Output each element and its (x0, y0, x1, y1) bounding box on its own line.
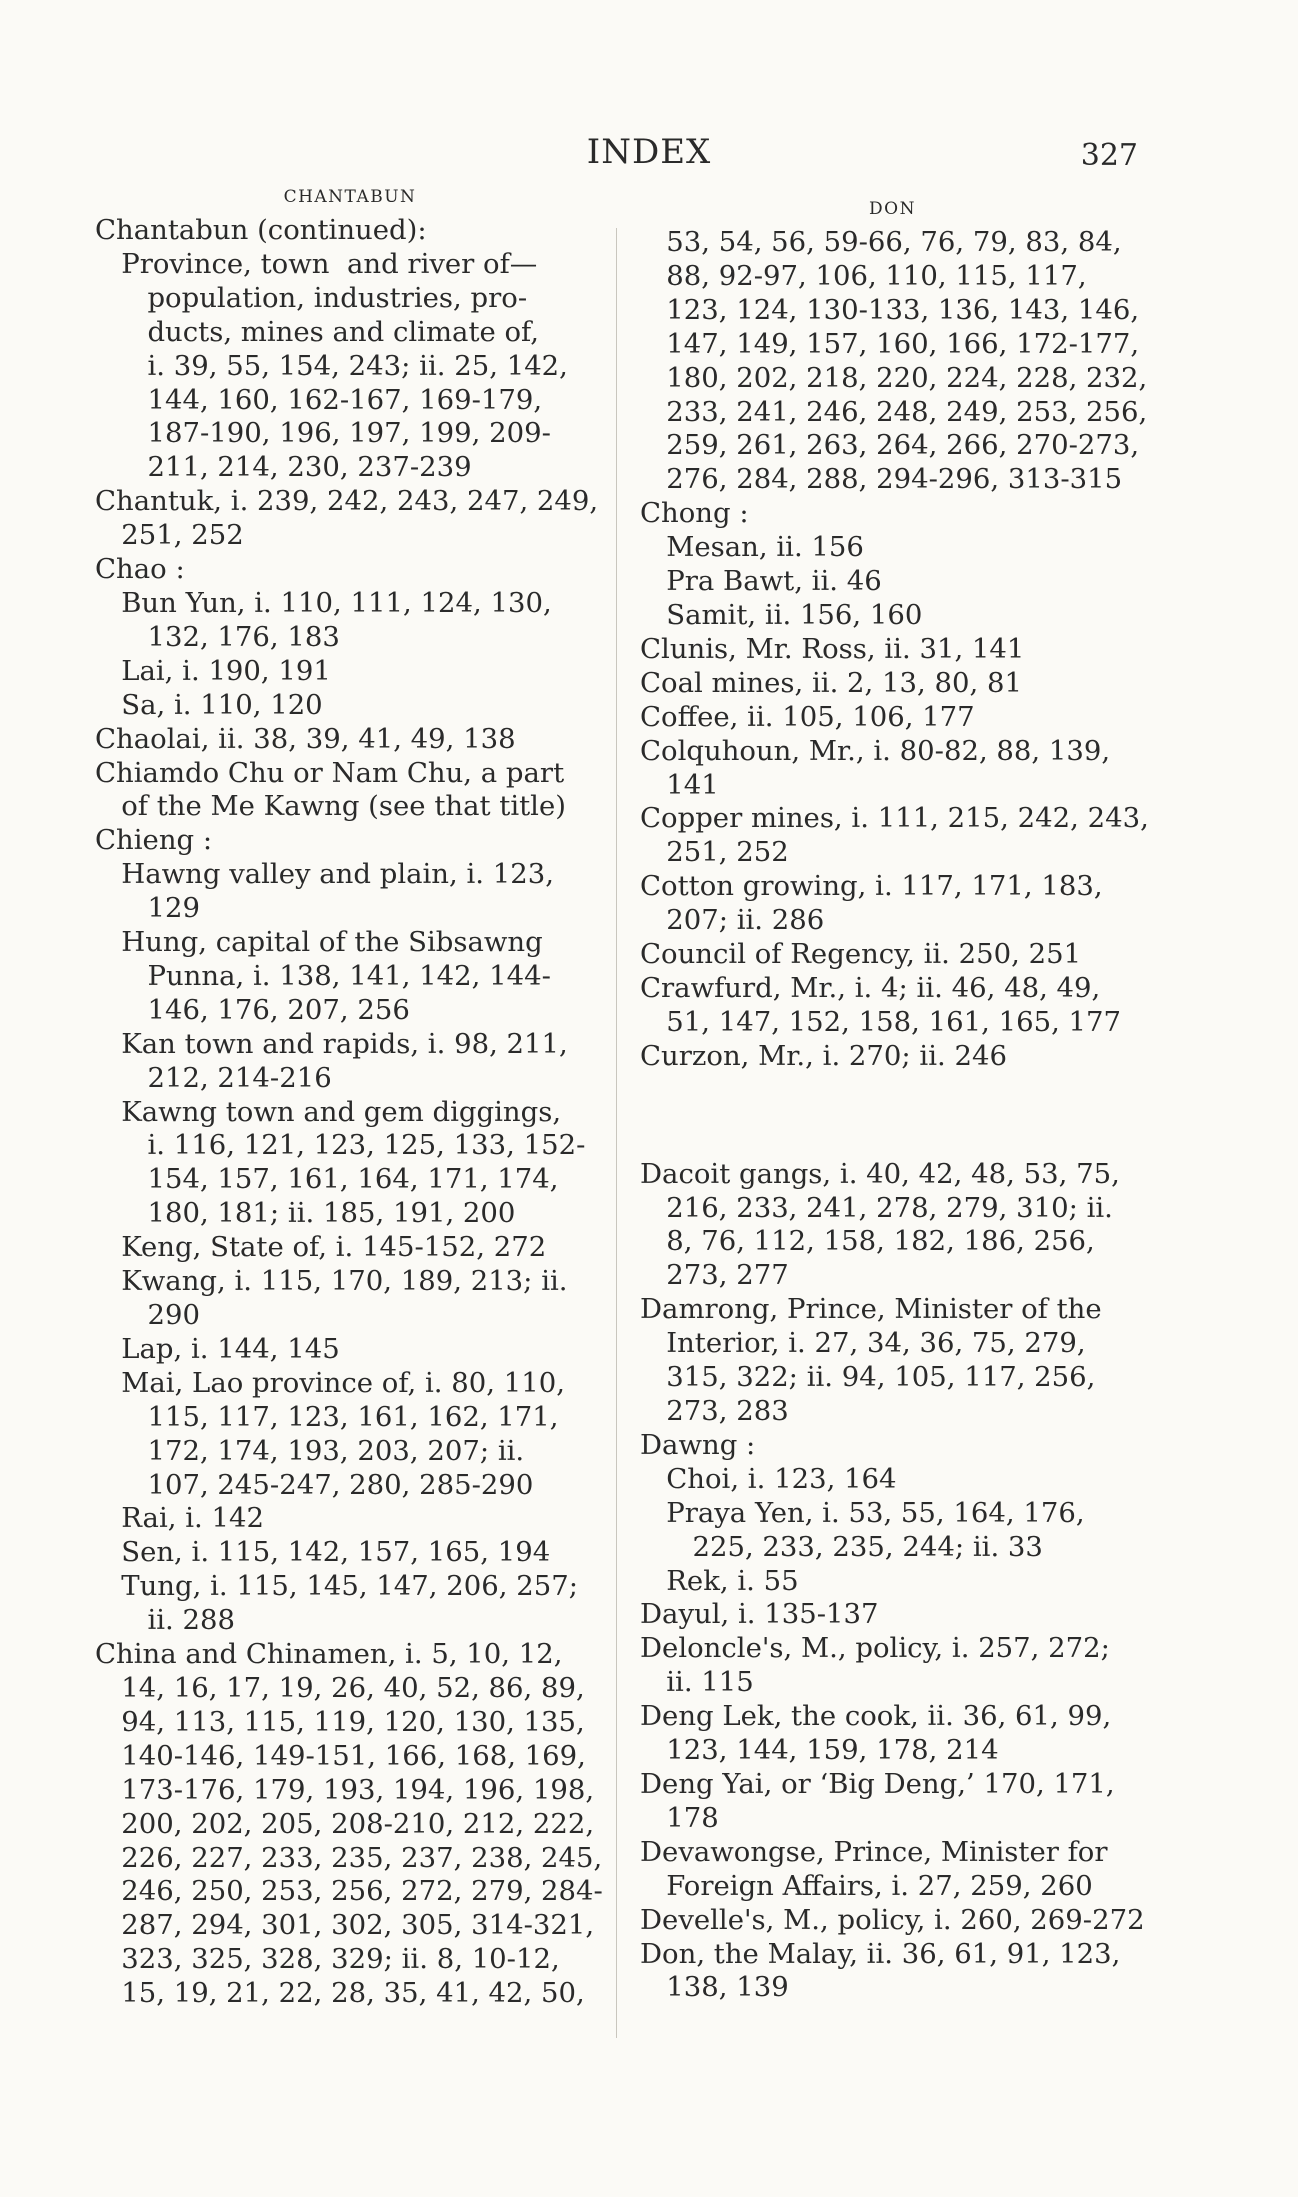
index-line: ii. 288 (95, 1604, 236, 1637)
index-line: 141 (640, 768, 719, 801)
index-line: China and Chinamen, i. 5, 10, 12, (95, 1638, 563, 1671)
index-line: Deng Lek, the cook, ii. 36, 61, 99, (640, 1700, 1112, 1733)
section-gap (640, 1074, 1145, 1158)
index-line: Rai, i. 142 (95, 1502, 265, 1535)
index-line: Rek, i. 55 (640, 1564, 799, 1597)
index-line: 144, 160, 162-167, 169-179, (95, 383, 543, 416)
index-line: 180, 181; ii. 185, 191, 200 (95, 1197, 516, 1230)
index-line: 51, 147, 152, 158, 161, 165, 177 (640, 1005, 1122, 1038)
index-line: Sen, i. 115, 142, 157, 165, 194 (95, 1536, 551, 1569)
index-line: Don, the Malay, ii. 36, 61, 91, 123, (640, 1937, 1121, 1970)
index-line: Bun Yun, i. 110, 111, 124, 130, (95, 586, 552, 619)
index-line: 315, 322; ii. 94, 105, 117, 256, (640, 1361, 1096, 1394)
index-line: Keng, State of, i. 145-152, 272 (95, 1231, 547, 1264)
column-divider (616, 228, 617, 2038)
index-line: Hawng valley and plain, i. 123, (95, 858, 555, 891)
index-line: 132, 176, 183 (95, 620, 340, 653)
index-line: 226, 227, 233, 235, 237, 238, 245, (95, 1841, 603, 1874)
index-line: 225, 233, 235, 244; ii. 33 (640, 1530, 1043, 1563)
index-line: Copper mines, i. 111, 215, 242, 243, (640, 802, 1149, 835)
index-line: 287, 294, 301, 302, 305, 314-321, (95, 1909, 595, 1942)
index-line: 251, 252 (640, 836, 789, 869)
index-line: Chieng : (95, 824, 213, 857)
index-line: Mai, Lao province of, i. 80, 110, (95, 1366, 565, 1399)
index-line: Clunis, Mr. Ross, ii. 31, 141 (640, 632, 1025, 665)
index-line: 173-176, 179, 193, 194, 196, 198, (95, 1773, 595, 1806)
index-line: Province, town and river of— (95, 247, 538, 280)
index-line: Chiamdo Chu or Nam Chu, a part (95, 756, 565, 789)
index-line: 15, 19, 21, 22, 28, 35, 41, 42, 50, (95, 1977, 585, 2010)
index-line: 290 (95, 1299, 200, 1331)
page-number: 327 (1080, 138, 1138, 173)
index-line: 246, 250, 253, 256, 272, 279, 284- (95, 1875, 603, 1908)
index-line: Dayul, i. 135-137 (640, 1598, 879, 1631)
index-line: Kawng town and gem diggings, (95, 1095, 562, 1128)
index-line: Tung, i. 115, 145, 147, 206, 257; (95, 1570, 578, 1603)
index-line: 178 (640, 1801, 719, 1834)
index-line: 323, 325, 328, 329; ii. 8, 10-12, (95, 1943, 560, 1976)
index-line: Chong : (640, 497, 749, 530)
index-line: Chantabun (continued): (95, 214, 427, 246)
index-line: 233, 241, 246, 248, 249, 253, 256, (640, 395, 1148, 428)
index-line: population, industries, pro- (95, 281, 528, 314)
left-entries (95, 214, 605, 2011)
index-line: Deng Yai, or ‘Big Deng,’ 170, 171, (640, 1767, 1115, 1800)
index-line: 94, 113, 115, 119, 120, 130, 135, (95, 1705, 585, 1738)
right-entries-c (640, 226, 1149, 1074)
index-line: Kwang, i. 115, 170, 189, 213; ii. (95, 1265, 568, 1298)
index-line: 207; ii. 286 (640, 904, 825, 937)
index-line: Damrong, Prince, Minister of the (640, 1293, 1102, 1326)
index-line: 212, 214-216 (95, 1061, 332, 1094)
index-line: 129 (95, 892, 200, 925)
index-line: Devawongse, Prince, Minister for (640, 1835, 1108, 1868)
right-running-head: DON (869, 199, 916, 219)
index-line: 146, 176, 207, 256 (95, 993, 410, 1026)
page-title: INDEX (586, 132, 712, 172)
index-line: Sa, i. 110, 120 (95, 688, 323, 721)
index-line: Colquhoun, Mr., i. 80-82, 88, 139, (640, 734, 1111, 767)
index-line: 259, 261, 263, 264, 266, 270-273, (640, 429, 1140, 462)
index-line: Chao : (95, 553, 185, 586)
index-line: 172, 174, 193, 203, 207; ii. (95, 1434, 525, 1467)
index-line: 138, 139 (640, 1971, 789, 2004)
index-line: Deloncle's, M., policy, i. 257, 272; (640, 1632, 1110, 1665)
index-line: Curzon, Mr., i. 270; ii. 246 (640, 1039, 1007, 1072)
index-line: ii. 115 (640, 1666, 754, 1699)
index-line: Foreign Affairs, i. 27, 259, 260 (640, 1869, 1093, 1902)
index-line: i. 39, 55, 154, 243; ii. 25, 142, (95, 349, 568, 382)
index-line: 140-146, 149-151, 166, 168, 169, (95, 1739, 586, 1772)
index-line: Dawng : (640, 1428, 756, 1461)
index-line: Mesan, ii. 156 (640, 531, 864, 564)
right-entries-d (640, 1158, 1145, 2006)
index-line: 187-190, 196, 197, 199, 209- (95, 417, 551, 450)
left-running-head: CHANTABUN (283, 187, 417, 207)
index-line: 276, 284, 288, 294-296, 313-315 (640, 463, 1123, 496)
index-line: Chaolai, ii. 38, 39, 41, 49, 138 (95, 722, 516, 755)
index-line: Crawfurd, Mr., i. 4; ii. 46, 48, 49, (640, 971, 1101, 1004)
index-line: Coffee, ii. 105, 106, 177 (640, 700, 975, 733)
index-line: 14, 16, 17, 19, 26, 40, 52, 86, 89, (95, 1671, 585, 1704)
index-line: Cotton growing, i. 117, 171, 183, (640, 870, 1103, 903)
page-header (0, 132, 1298, 172)
index-line: Kan town and rapids, i. 98, 211, (95, 1027, 568, 1060)
index-line: 273, 277 (640, 1259, 789, 1292)
index-line: 115, 117, 123, 161, 162, 171, (95, 1400, 559, 1433)
index-line: Pra Bawt, ii. 46 (640, 565, 882, 598)
index-line: Samit, ii. 156, 160 (640, 598, 923, 631)
index-line: Interior, i. 27, 34, 36, 75, 279, (640, 1327, 1086, 1360)
index-line: 88, 92-97, 106, 110, 115, 117, (640, 259, 1087, 292)
index-line: 180, 202, 218, 220, 224, 228, 232, (640, 361, 1148, 394)
index-line: Choi, i. 123, 164 (640, 1462, 897, 1495)
index-line: Praya Yen, i. 53, 55, 164, 176, (640, 1496, 1085, 1529)
index-line: Lap, i. 144, 145 (95, 1332, 340, 1365)
index-line: 200, 202, 205, 208-210, 212, 222, (95, 1807, 595, 1840)
index-line: 123, 144, 159, 178, 214 (640, 1734, 999, 1767)
index-line: Coal mines, ii. 2, 13, 80, 81 (640, 666, 1022, 699)
index-line: i. 116, 121, 123, 125, 133, 152- (95, 1129, 586, 1162)
index-line: Council of Regency, ii. 250, 251 (640, 938, 1082, 971)
index-line: 273, 283 (640, 1395, 789, 1427)
index-line: 107, 245-247, 280, 285-290 (95, 1468, 534, 1501)
index-line: 154, 157, 161, 164, 171, 174, (95, 1163, 559, 1196)
index-line: Lai, i. 190, 191 (95, 654, 331, 687)
index-line: 147, 149, 157, 160, 166, 172-177, (640, 327, 1140, 360)
right-column (640, 192, 1149, 2005)
index-line: Chantuk, i. 239, 242, 243, 247, 249, (95, 485, 599, 518)
index-line: 251, 252 (95, 519, 244, 552)
index-line: 8, 76, 112, 158, 182, 186, 256, (640, 1225, 1095, 1258)
index-line: of the Me Kawng (see that title) (95, 790, 566, 823)
index-line: 211, 214, 230, 237-239 (95, 451, 472, 484)
index-line: 53, 54, 56, 59-66, 76, 79, 83, 84, (640, 226, 1122, 258)
index-line: 123, 124, 130-133, 136, 143, 146, (640, 293, 1140, 326)
index-line: 216, 233, 241, 278, 279, 310; ii. (640, 1191, 1113, 1224)
index-line: Hung, capital of the Sibsawng (95, 926, 543, 959)
left-column (95, 180, 605, 2011)
index-line: Develle's, M., policy, i. 260, 269-272 (640, 1903, 1145, 1936)
index-line: Punna, i. 138, 141, 142, 144- (95, 959, 551, 992)
index-line: Dacoit gangs, i. 40, 42, 48, 53, 75, (640, 1157, 1120, 1190)
index-line: ducts, mines and climate of, (95, 315, 540, 348)
